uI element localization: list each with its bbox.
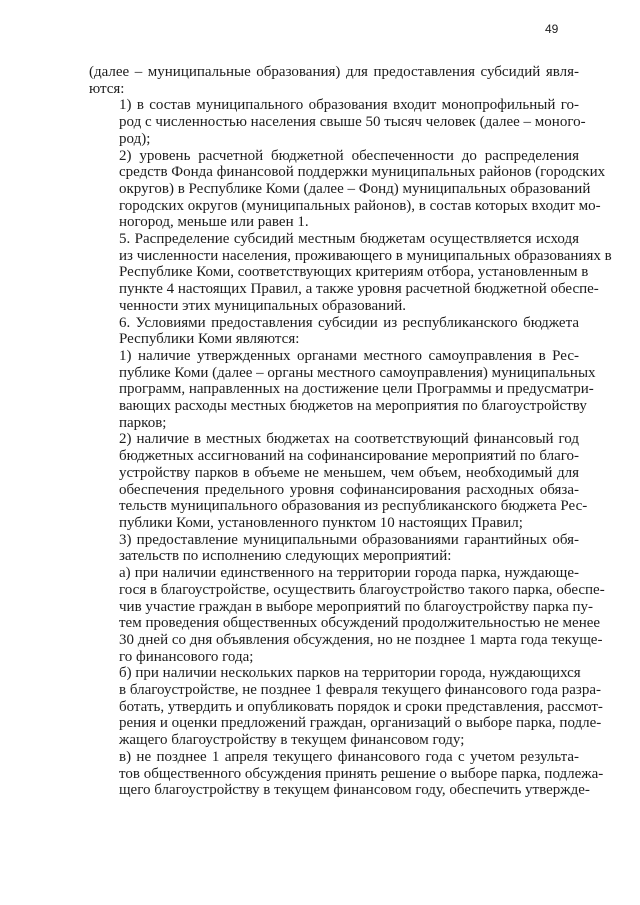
paragraph (89, 64, 579, 97)
text-line: парков; (119, 414, 167, 431)
text-line: род); (119, 130, 151, 147)
text-line: из численности населения, проживающего в муниципальных образованиях в (119, 247, 612, 264)
paragraph (89, 97, 586, 147)
text-line: тем проведения общественных обсуждений продолжительностью не менее (119, 615, 601, 632)
text-line: жащего благоустройству в текущем финансовом году; (119, 732, 465, 749)
text-line: 30 дней со дня объявления обсуждения, но не позднее 1 марта года текуще- (119, 631, 603, 648)
text-line: 3) предоставление муниципальными образованиями гарантийных обя- (119, 531, 579, 548)
text-line: тов общественного обсуждения принять решение о выборе парка, подлежа- (119, 765, 604, 782)
text-line: чив участие граждан в выборе мероприятий по благоустройству парка пу- (119, 598, 594, 615)
text-line: ботать, утвердить и опубликовать порядок и сроки представления, рассмот- (119, 698, 603, 715)
paragraph (89, 748, 604, 799)
text-line: 2) уровень расчетной бюджетной обеспеченности до распределения (119, 147, 579, 164)
text-line: публике Коми (далее – органы местного самоуправления) муниципальных (119, 364, 596, 381)
paragraph (89, 147, 606, 232)
text-line: рения и оценки предложений граждан, организаций о выборе парка, подле- (119, 715, 602, 732)
text-line: публики Коми, установленного пунктом 10 настоящих Правил; (119, 514, 523, 531)
text-line: ногород, меньше или равен 1. (119, 214, 309, 231)
text-line: городских округов (муниципальных районов), в состав которых входит мо- (119, 197, 601, 214)
text-line: щего благоустройству в текущем финансовом году, обеспечить утвержде- (119, 782, 590, 799)
text-line: род с численностью населения свыше 50 тысяч человек (далее – моного- (119, 114, 586, 131)
text-line: обеспечения предельного уровня софинансирования расходных обяза- (119, 481, 579, 498)
text-line: 6. Условиями предоставления субсидии из республиканского бюджета (119, 314, 579, 331)
text-line: ются: (89, 80, 125, 97)
text-line: тельств муниципального образования из республиканского бюджета Рес- (119, 498, 588, 515)
paragraph (89, 315, 579, 348)
text-line: 5. Распределение субсидий местным бюджетам осуществляется исходя (119, 231, 579, 248)
paragraph (89, 431, 588, 531)
paragraph (89, 231, 612, 315)
paragraph (89, 565, 605, 665)
text-line: гося в благоустройстве, осуществить благоустройство такого парка, обеспе- (119, 581, 605, 598)
paragraph (89, 665, 603, 749)
text-line: Республике Коми, соответствующих критериям отбора, установленным в (119, 264, 589, 281)
text-line: бюджетных ассигнований на софинансирование мероприятий по благо- (119, 448, 579, 465)
text-line: пункте 4 настоящих Правил, а также уровня расчетной бюджетной обеспе- (119, 281, 599, 298)
text-line: вающих расходы местных бюджетов на мероприятия по благоустройству (119, 398, 587, 415)
text-line: зательств по исполнению следующих мероприятий: (119, 548, 452, 565)
text-line: Республики Коми являются: (119, 331, 300, 348)
text-line: 2) наличие в местных бюджетах на соответствующий финансовый год (119, 431, 579, 448)
text-line: в благоустройстве, не позднее 1 февраля текущего финансового года разра- (119, 682, 601, 699)
text-line: 1) наличие утвержденных органами местного самоуправления в Рес- (119, 347, 579, 364)
paragraph (89, 532, 579, 565)
text-line: устройству парков в объеме не меньшем, чем объем, необходимый для (119, 464, 579, 481)
paragraph (89, 347, 596, 432)
text-line: средств Фонда финансовой поддержки муниципальных районов (городских (119, 164, 606, 181)
text-line: программ, направленных на достижение цели Программы и предусматри- (119, 381, 594, 398)
document-body (89, 64, 612, 799)
text-line: округов) в Республике Коми (далее – Фонд) муниципальных образований (119, 180, 591, 197)
text-line: ченности этих муниципальных образований. (119, 297, 406, 314)
text-line: а) при наличии единственного на территории города парка, нуждающе- (119, 565, 579, 582)
text-line: 1) в состав муниципального образования входит монопрофильный го- (119, 97, 579, 114)
page-number: 49 (545, 22, 559, 36)
text-line: б) при наличии нескольких парков на территории города, нуждающихся (119, 665, 581, 682)
text-line: го финансового года; (119, 648, 254, 665)
text-line: в) не позднее 1 апреля текущего финансового года с учетом результа- (119, 748, 579, 765)
text-line: (далее – муниципальные образования) для предоставления субсидий явля- (89, 64, 579, 80)
